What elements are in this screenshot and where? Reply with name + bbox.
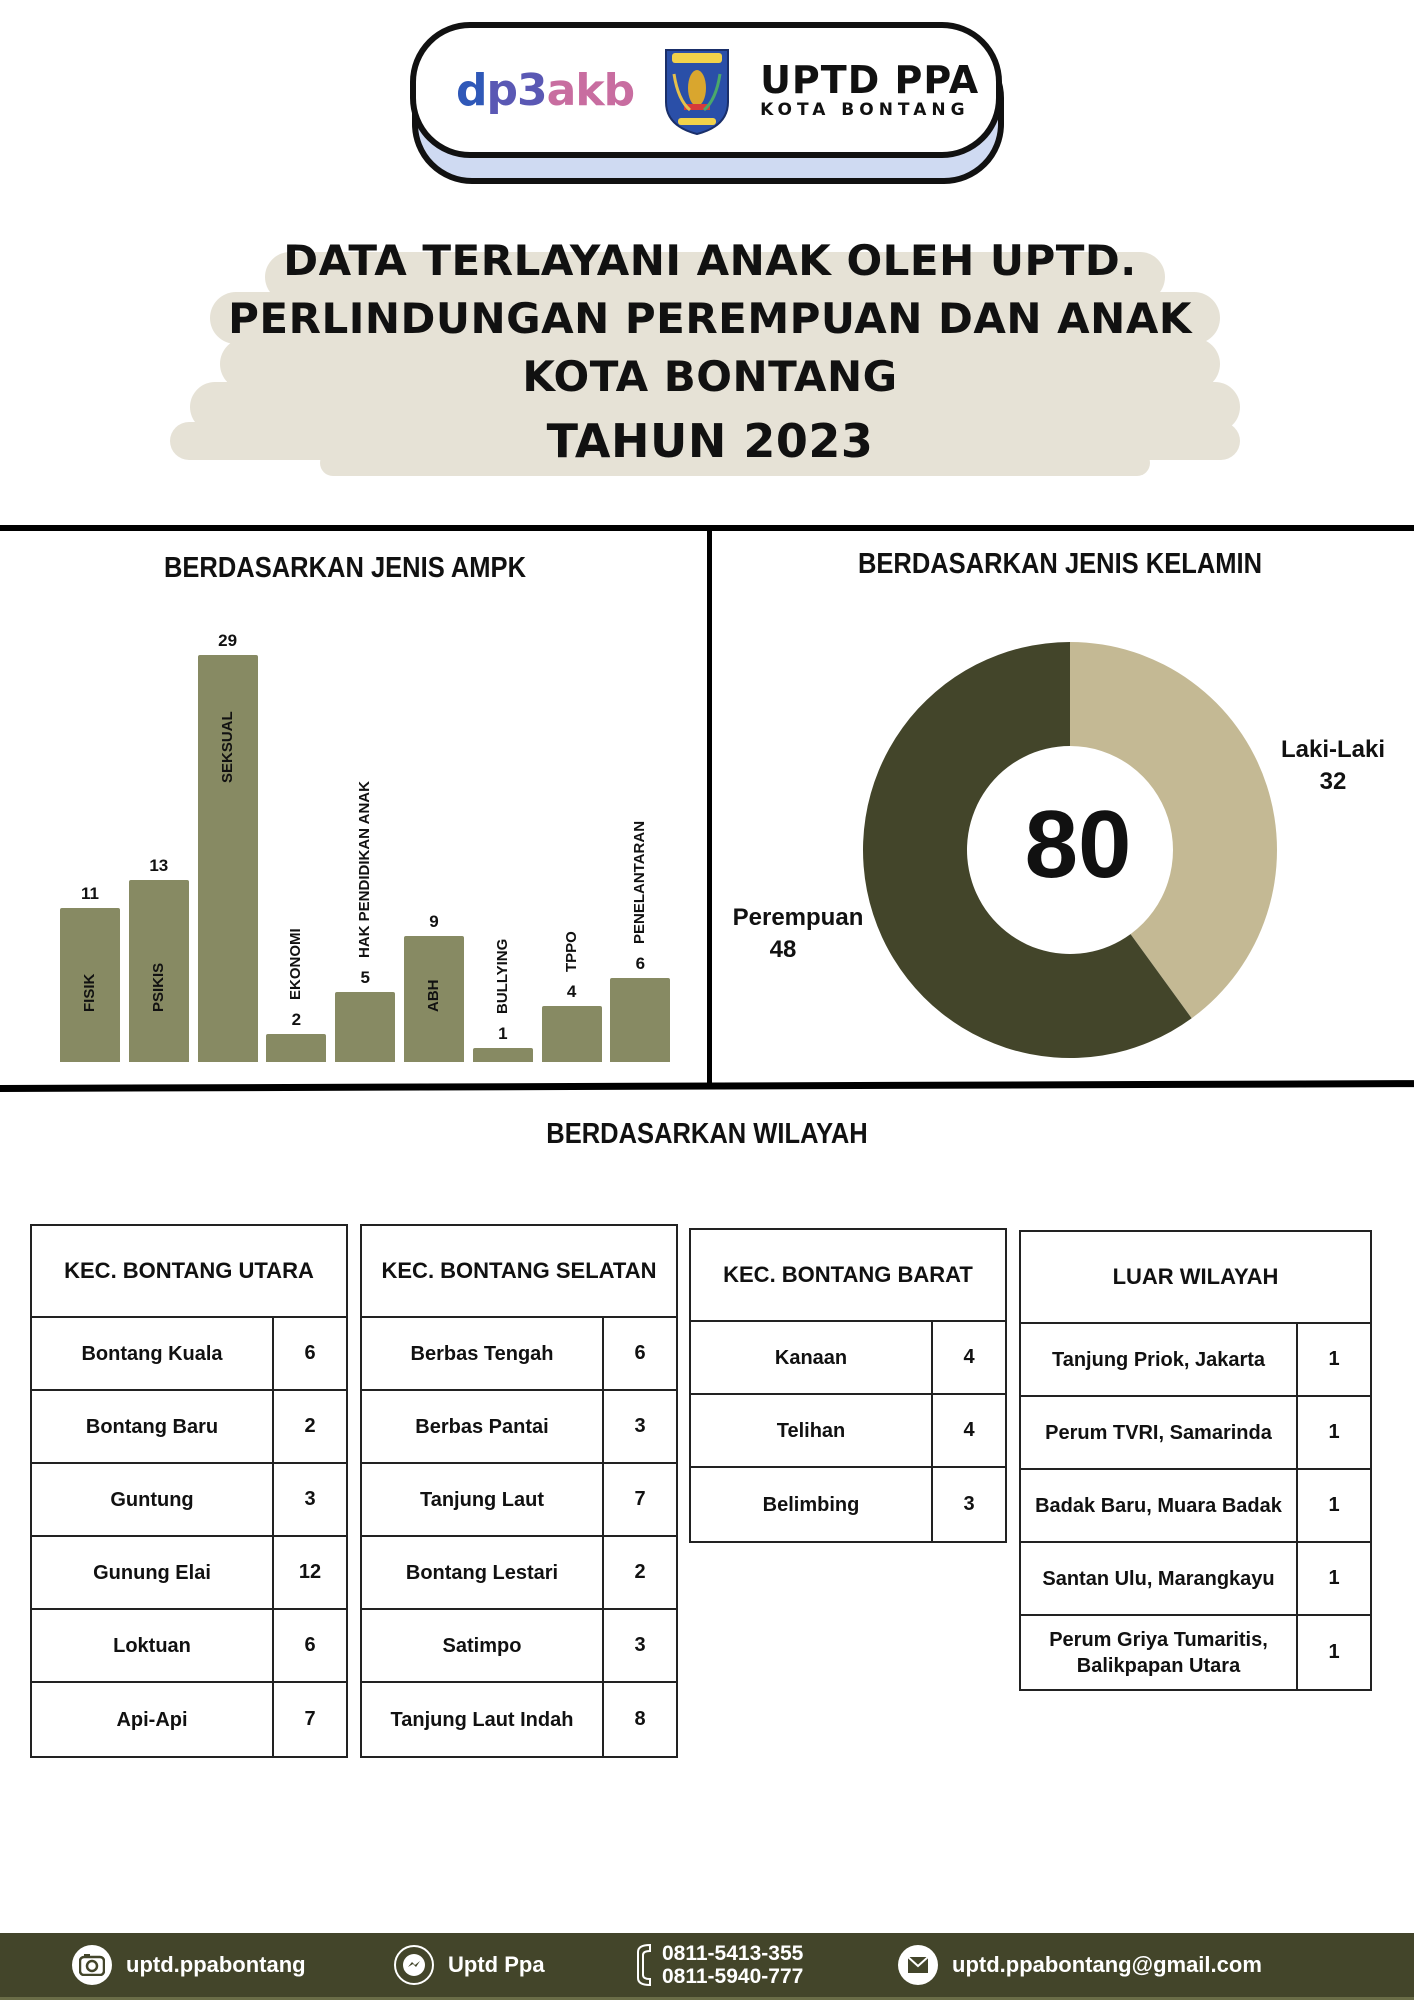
region-count: 4 <box>963 1346 975 1368</box>
bar-category-label: BULLYING <box>493 938 511 1014</box>
region-count: 3 <box>304 1488 316 1510</box>
region-name: Kanaan <box>691 1322 933 1393</box>
region-count: 6 <box>304 1634 316 1656</box>
table-row <box>32 1391 346 1464</box>
bar-value-label: 9 <box>429 911 439 931</box>
table-row <box>691 1322 1005 1395</box>
org-title: UPTD PPA <box>760 58 980 102</box>
bar-value-label: 29 <box>218 631 238 650</box>
region-count: 1 <box>1328 1494 1340 1516</box>
table-row <box>362 1683 676 1756</box>
region-count: 3 <box>634 1415 646 1437</box>
region-count: 3 <box>634 1634 646 1656</box>
donut-label-laki-laki <box>1268 734 1398 798</box>
table-row <box>1021 1397 1370 1470</box>
bar-category-label: EKONOMI <box>287 928 305 1000</box>
region-name: Belimbing <box>691 1468 933 1541</box>
table-row <box>1021 1543 1370 1616</box>
donut-total: 80 <box>1024 791 1132 898</box>
bar-category-label: PENELANTARAN <box>631 820 649 944</box>
region-table-title: KEC. BONTANG BARAT <box>691 1230 1005 1322</box>
region-name: Loktuan <box>32 1610 274 1681</box>
bar-category-label: FISIK <box>81 973 98 1012</box>
bar-value-label: 4 <box>566 981 577 1001</box>
table-row <box>691 1395 1005 1468</box>
email-address: uptd.ppabontang@gmail.com <box>952 1952 1262 1977</box>
region-count: 1 <box>1328 1641 1340 1663</box>
page-title <box>170 232 1250 470</box>
bar-value-label: 13 <box>149 855 169 875</box>
region-name: Tanjung Priok, Jakarta <box>1021 1324 1298 1395</box>
bar-category-label: HAK PENDIDIKAN ANAK <box>356 780 374 958</box>
bar-category-label: PSIKIS <box>149 962 167 1012</box>
bar-category-label: TPPO <box>562 931 580 972</box>
donut-label-perempuan <box>728 902 868 966</box>
footer-instagram[interactable] <box>72 1933 306 1997</box>
table-row <box>362 1537 676 1610</box>
org-name <box>760 60 979 120</box>
divider-vertical <box>707 525 712 1088</box>
phone-number: 0811-5413-355 <box>662 1942 804 1965</box>
table-row <box>362 1391 676 1464</box>
kota-bontang-emblem-icon <box>660 44 734 136</box>
bar-hak-pendidikan-anak <box>335 992 395 1062</box>
phone-numbers <box>662 1942 803 1988</box>
region-heading: BERDASARKAN WILAYAH <box>546 1118 868 1150</box>
region-count: 8 <box>634 1708 646 1730</box>
footer-messenger[interactable] <box>394 1933 545 1997</box>
slice-name: Perempuan <box>732 904 864 931</box>
region-count: 4 <box>963 1419 975 1441</box>
header-badge <box>410 22 1002 158</box>
region-count: 1 <box>1328 1421 1340 1443</box>
bar-ekonomi <box>266 1034 326 1062</box>
region-table-title: KEC. BONTANG UTARA <box>32 1226 346 1318</box>
title-line: DATA TERLAYANI ANAK OLEH UPTD. <box>283 236 1137 285</box>
table-row <box>362 1464 676 1537</box>
region-count: 7 <box>304 1708 316 1730</box>
donut-chart-title: BERDASARKAN JENIS KELAMIN <box>857 548 1263 580</box>
instagram-camera-icon <box>72 1945 112 1985</box>
footer-phone[interactable] <box>632 1933 803 1997</box>
title-line: KOTA BONTANG <box>522 352 898 401</box>
bar-penelantaran <box>610 978 670 1062</box>
phone-icon <box>632 1942 656 1988</box>
region-name: Berbas Tengah <box>362 1318 604 1389</box>
region-count: 7 <box>634 1488 646 1510</box>
bar-value-label: 5 <box>360 967 370 987</box>
region-name: Guntung <box>32 1464 274 1535</box>
region-name: Badak Baru, Muara Badak <box>1021 1470 1298 1541</box>
region-name: Telihan <box>691 1395 933 1466</box>
bar-value-label: 2 <box>291 1009 302 1029</box>
table-row <box>32 1610 346 1683</box>
footer-email[interactable] <box>898 1933 1262 1997</box>
region-name: Tanjung Laut Indah <box>362 1683 604 1756</box>
bar-chart-title: BERDASARKAN JENIS AMPK <box>163 552 527 584</box>
region-name: Bontang Baru <box>32 1391 274 1462</box>
bar-tppo <box>542 1006 602 1062</box>
table-row <box>691 1468 1005 1541</box>
bar-value-label: 11 <box>81 883 99 903</box>
region-count: 1 <box>1328 1348 1340 1370</box>
table-row <box>1021 1470 1370 1543</box>
mail-icon <box>898 1945 938 1985</box>
table-row <box>1021 1324 1370 1397</box>
instagram-handle: uptd.ppabontang <box>126 1952 306 1977</box>
logo-letter: p <box>486 64 517 116</box>
region-name: Berbas Pantai <box>362 1391 604 1462</box>
region-count: 6 <box>304 1342 316 1364</box>
bar-bullying <box>473 1048 533 1062</box>
bar-category-label: SEKSUAL <box>218 711 236 783</box>
region-name: Perum TVRI, Samarinda <box>1021 1397 1298 1468</box>
region-name: Tanjung Laut <box>362 1464 604 1535</box>
region-table-kec-bontang-barat <box>689 1228 1007 1543</box>
logo-letter: 3 <box>517 64 547 116</box>
region-table-kec-bontang-selatan <box>360 1224 678 1758</box>
region-table-title: LUAR WILAYAH <box>1021 1232 1370 1324</box>
slice-value: 32 <box>1319 768 1347 795</box>
table-row <box>32 1464 346 1537</box>
logo-letter: akb <box>546 64 635 116</box>
title-year: TAHUN 2023 <box>546 414 874 468</box>
messenger-name: Uptd Ppa <box>448 1952 545 1977</box>
region-name: Santan Ulu, Marangkayu <box>1021 1543 1298 1614</box>
region-name: Satimpo <box>362 1610 604 1681</box>
region-count: 6 <box>634 1342 646 1364</box>
divider-middle <box>0 1080 1414 1092</box>
table-row <box>362 1610 676 1683</box>
slice-value: 48 <box>769 936 797 963</box>
table-row <box>1021 1616 1370 1689</box>
footer <box>0 1933 1414 2000</box>
region-name: Perum Griya Tumaritis, Balikpapan Utara <box>1021 1616 1298 1689</box>
region-table-title: KEC. BONTANG SELATAN <box>362 1226 676 1318</box>
slice-name: Laki-Laki <box>1280 736 1386 763</box>
phone-number: 0811-5940-777 <box>662 1965 804 1988</box>
region-table-luar-wilayah <box>1019 1230 1372 1691</box>
messenger-icon <box>394 1945 434 1985</box>
bar-value-label: 1 <box>498 1023 508 1043</box>
org-subtitle: KOTA BONTANG <box>760 100 970 120</box>
region-name: Gunung Elai <box>32 1537 274 1608</box>
region-count: 1 <box>1328 1567 1340 1589</box>
dp3akb-logo <box>456 65 634 116</box>
region-count: 12 <box>298 1561 322 1583</box>
region-name: Bontang Kuala <box>32 1318 274 1389</box>
bar-chart <box>0 540 700 1080</box>
logo-letter: d <box>456 64 487 116</box>
title-line: PERLINDUNGAN PEREMPUAN DAN ANAK <box>228 294 1192 343</box>
table-row <box>32 1318 346 1391</box>
region-name: Api-Api <box>32 1683 274 1756</box>
table-row <box>362 1318 676 1391</box>
table-row <box>32 1683 346 1756</box>
region-name: Bontang Lestari <box>362 1537 604 1608</box>
region-count: 2 <box>304 1415 316 1437</box>
bar-value-label: 6 <box>635 953 646 973</box>
region-table-kec-bontang-utara <box>30 1224 348 1758</box>
region-count: 2 <box>634 1561 646 1583</box>
table-row <box>32 1537 346 1610</box>
region-count: 3 <box>963 1493 975 1515</box>
bar-category-label: ABH <box>425 979 442 1012</box>
